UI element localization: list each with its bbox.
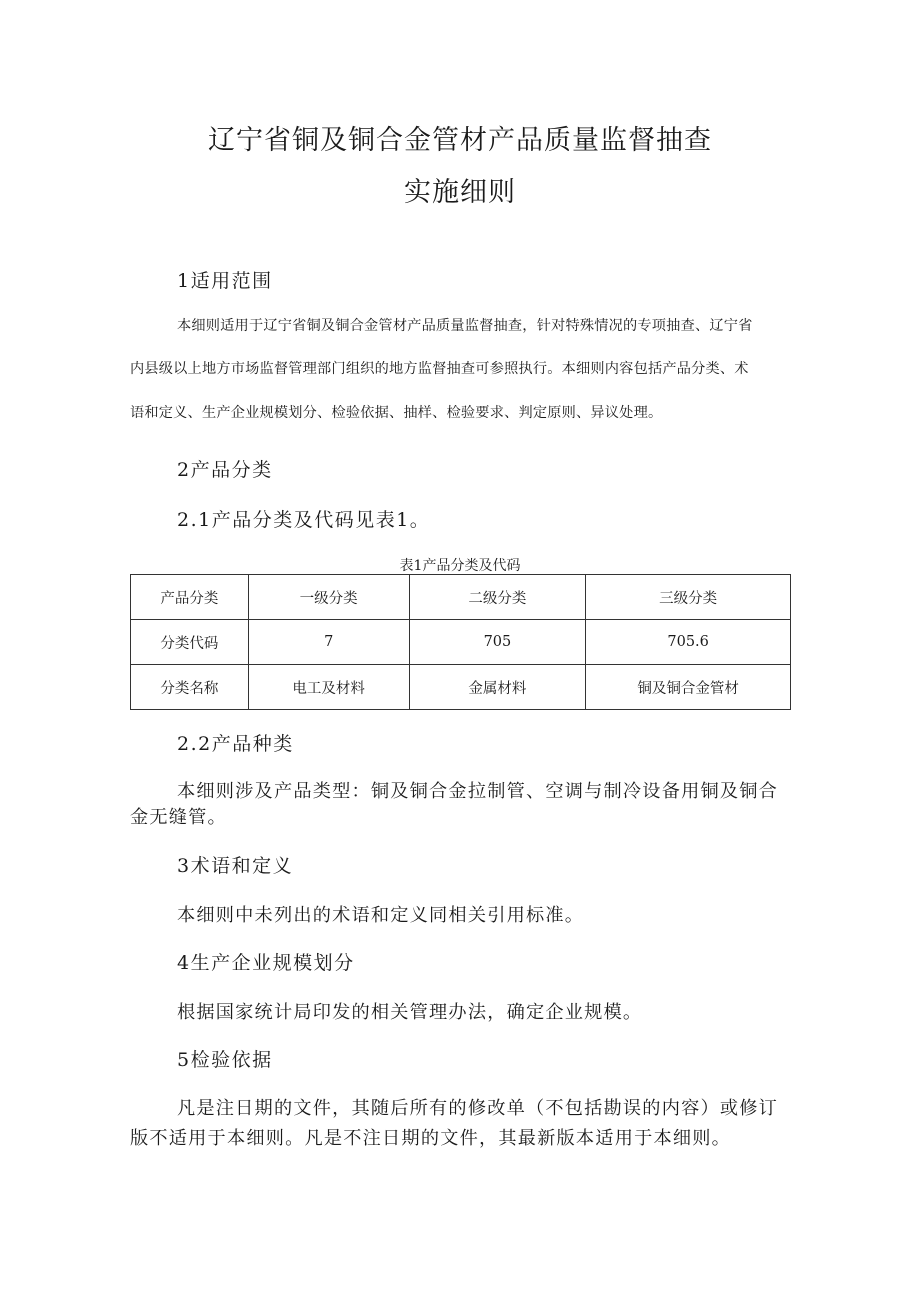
section-1-body-line3: 语和定义、生产企业规模划分、检验依据、抽样、检验要求、判定原则、异议处理。 bbox=[130, 405, 663, 421]
section-2-2-body-line2: 金无缝管。 bbox=[130, 807, 227, 828]
section-4-heading: 4生产企业规模划分 bbox=[177, 952, 355, 974]
table-row bbox=[131, 665, 791, 710]
table-cell: 一级分类 bbox=[248, 575, 409, 620]
table-cell: 三级分类 bbox=[586, 575, 791, 620]
section-2-2-heading: 2.2产品种类 bbox=[177, 733, 294, 755]
section-2-heading: 2产品分类 bbox=[177, 459, 273, 481]
table-cell: 分类名称 bbox=[131, 665, 249, 710]
section-5-body-line2: 版不适用于本细则。凡是不注日期的文件，其最新版本适用于本细则。 bbox=[130, 1128, 732, 1149]
section-1-body-line2: 内县级以上地方市场监督管理部门组织的地方监督抽查可参照执行。本细则内容包括产品分类、术 bbox=[130, 361, 749, 377]
table-1-caption: 表1产品分类及代码 bbox=[399, 558, 521, 574]
table-cell: 705.6 bbox=[586, 620, 791, 665]
table-row bbox=[131, 620, 791, 665]
table-cell: 705 bbox=[409, 620, 586, 665]
document-title-line2: 实施细则 bbox=[404, 177, 516, 208]
table-cell: 金属材料 bbox=[409, 665, 586, 710]
section-5-body-line1: 凡是注日期的文件，其随后所有的修改单（不包括勘误的内容）或修订 bbox=[177, 1098, 779, 1119]
table-cell: 产品分类 bbox=[131, 575, 249, 620]
table-cell: 电工及材料 bbox=[248, 665, 409, 710]
section-3-heading: 3术语和定义 bbox=[177, 855, 294, 877]
product-classification-table bbox=[130, 574, 791, 710]
table-row bbox=[131, 575, 791, 620]
table-cell: 铜及铜合金管材 bbox=[586, 665, 791, 710]
section-1-body-line1: 本细则适用于辽宁省铜及铜合金管材产品质量监督抽查，针对特殊情况的专项抽查、辽宁省 bbox=[177, 318, 753, 334]
section-3-body: 本细则中未列出的术语和定义同相关引用标准。 bbox=[177, 905, 585, 926]
section-2-1-heading: 2.1产品分类及代码见表1。 bbox=[177, 509, 431, 531]
table-cell: 分类代码 bbox=[131, 620, 249, 665]
section-1-heading: 1适用范围 bbox=[177, 270, 273, 292]
section-2-2-body-line1: 本细则涉及产品类型：铜及铜合金拉制管、空调与制冷设备用铜及铜合 bbox=[177, 781, 779, 802]
section-4-body: 根据国家统计局印发的相关管理办法，确定企业规模。 bbox=[177, 1002, 643, 1023]
section-5-heading: 5检验依据 bbox=[177, 1049, 273, 1071]
table-cell: 7 bbox=[248, 620, 409, 665]
table-cell: 二级分类 bbox=[409, 575, 586, 620]
document-title-line1: 辽宁省铜及铜合金管材产品质量监督抽查 bbox=[208, 125, 712, 156]
